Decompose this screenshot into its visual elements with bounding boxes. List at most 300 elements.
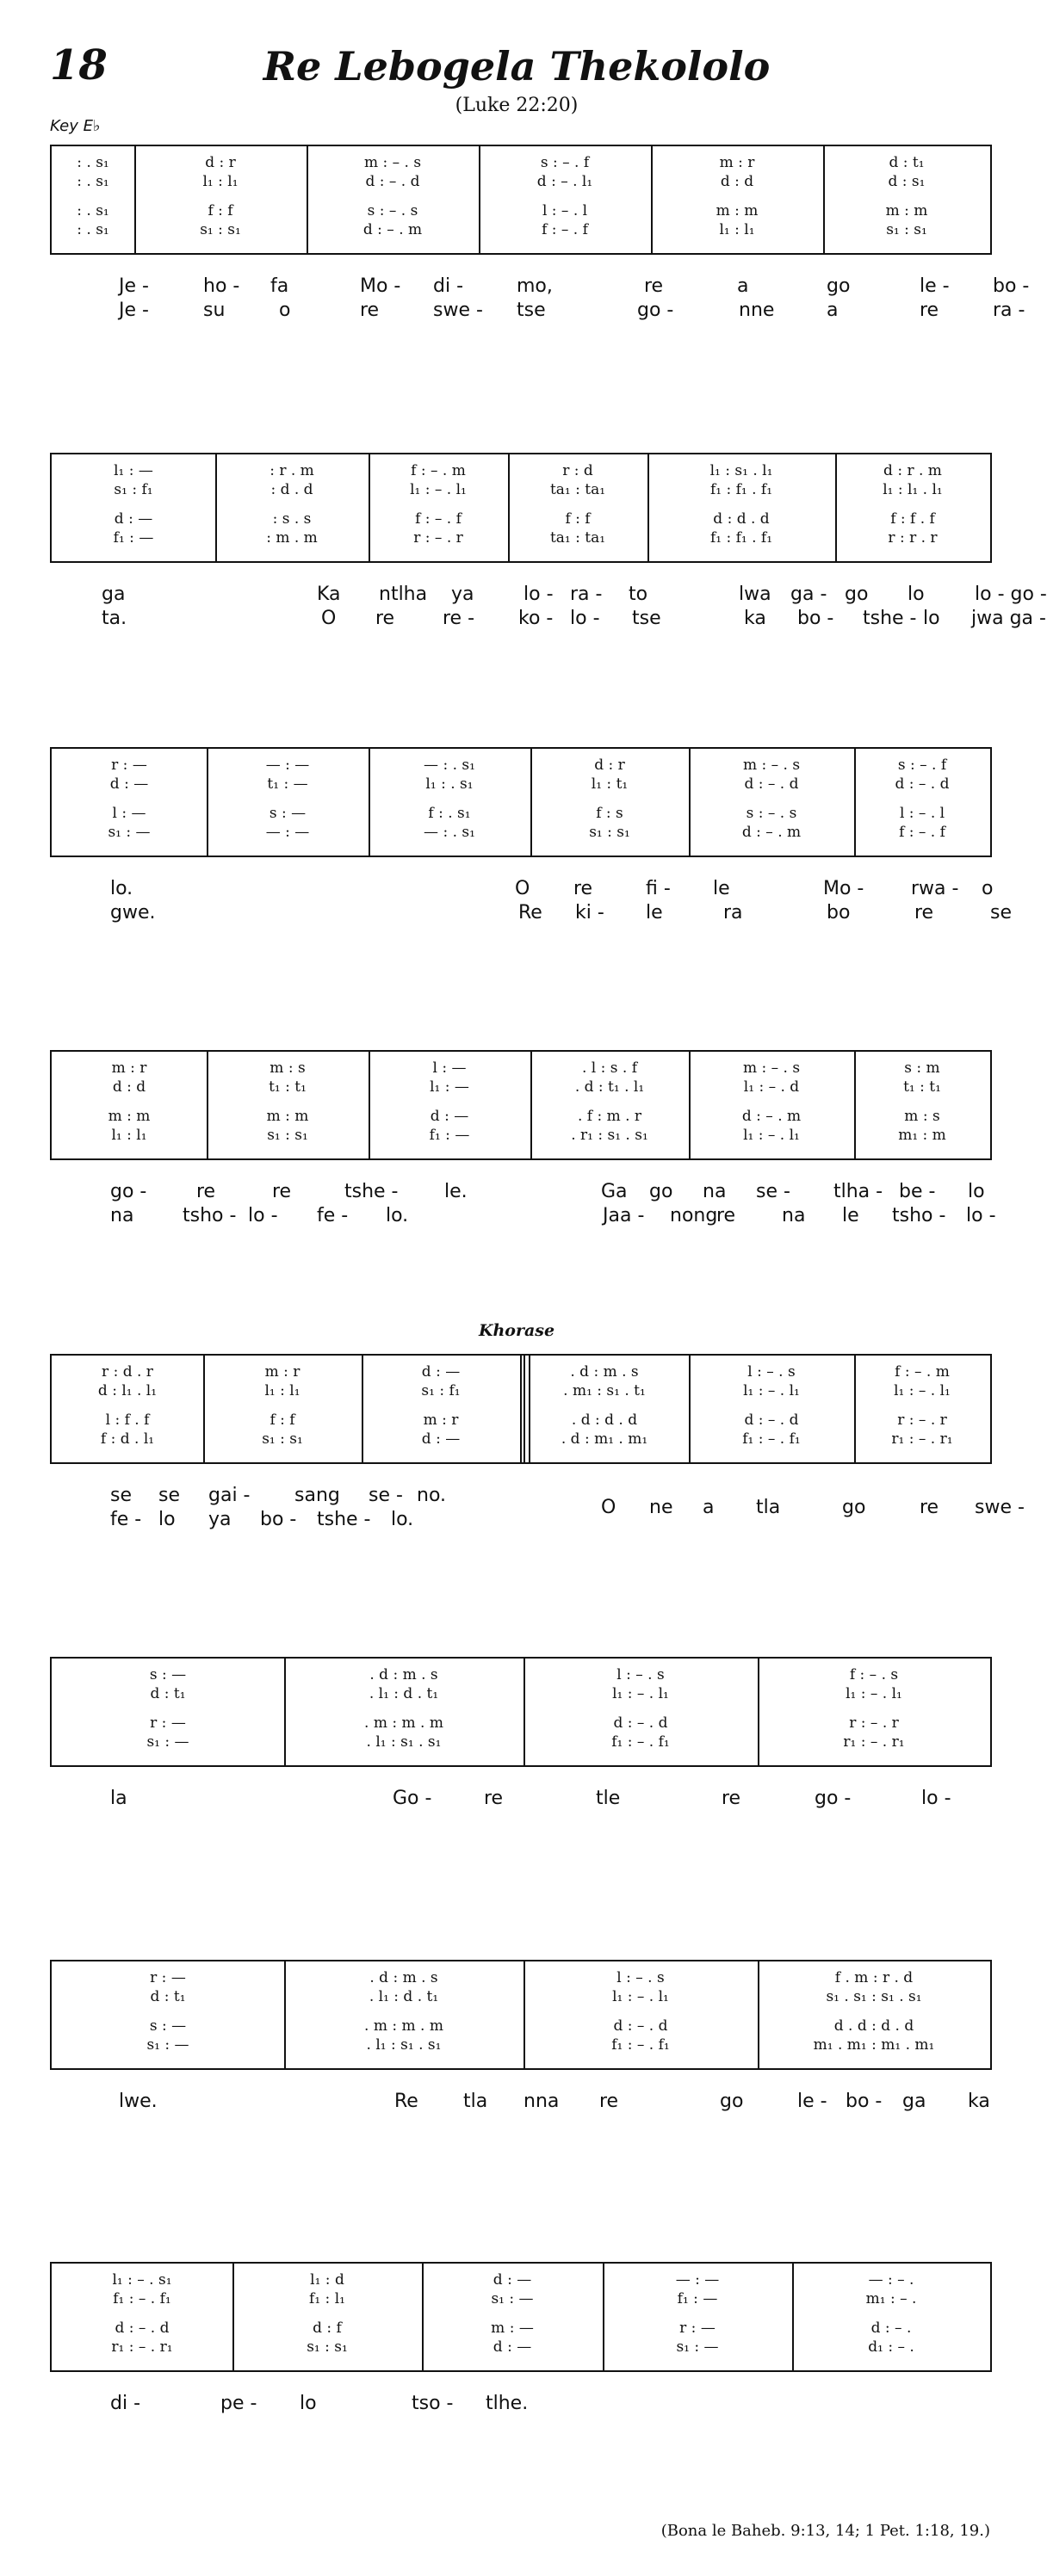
lyric-syllable: re xyxy=(914,902,934,924)
solfa-cell: s₁ : s₁ xyxy=(589,824,630,841)
solfa-cell: r₁ : – . r₁ xyxy=(111,2338,173,2356)
solfa-cell: . r₁ : s₁ . s₁ xyxy=(571,1127,648,1144)
solfa-cell: l₁ : — xyxy=(430,1078,469,1096)
solfa-cell: d : t₁ xyxy=(150,1685,186,1702)
solfa-cell: r₁ : – . r₁ xyxy=(843,1733,905,1751)
lyric-syllable: go xyxy=(845,584,869,605)
solfa-cell: t₁ : t₁ xyxy=(903,1078,941,1096)
chorus-label: Khorase xyxy=(478,1321,555,1340)
solfa-cell: l₁ : – . l₁ xyxy=(612,1685,669,1702)
lyric-syllable: go - xyxy=(815,1788,852,1809)
solfa-cell: s₁ : s₁ xyxy=(267,1127,308,1144)
lyric-syllable: lo xyxy=(968,1181,985,1202)
solfa-cell: — : — xyxy=(265,824,310,841)
solfa-cell: l : – . l xyxy=(899,805,945,822)
barline xyxy=(854,749,856,856)
lyric-syllable: se - xyxy=(756,1181,790,1202)
solfa-cell: d : r . m xyxy=(883,462,942,479)
score-system-4 xyxy=(50,1050,996,1274)
solfa-cell: r : — xyxy=(150,1714,186,1732)
solfa-cell: ta₁ : ta₁ xyxy=(549,481,606,498)
solfa-cell: s : – . f xyxy=(540,154,590,171)
solfa-cell: m₁ : m xyxy=(898,1127,946,1144)
solfa-cell: . l : s . f xyxy=(581,1059,637,1077)
lyric-syllable: tshe - xyxy=(344,1181,399,1202)
barline xyxy=(134,146,136,253)
lyric-syllable: la xyxy=(110,1788,127,1809)
lyric-line-2 xyxy=(76,300,1025,324)
solfa-cell: s₁ : — xyxy=(146,1733,189,1751)
solfa-cell: r : – . r xyxy=(413,529,463,547)
lyric-syllable: lwe. xyxy=(119,2091,158,2112)
score-system-1 xyxy=(50,145,1030,368)
solfa-cell: m : s xyxy=(269,1059,306,1077)
solfa-cell: . l₁ : s₁ . s₁ xyxy=(366,2036,442,2054)
solfa-cell: d : d xyxy=(112,1078,146,1096)
lyric-syllable: go xyxy=(720,2091,744,2112)
solfa-cell: d₁ : – . xyxy=(868,2338,914,2356)
solfa-cell: r : — xyxy=(679,2320,716,2337)
lyric-syllable: re xyxy=(360,300,380,321)
hymn-number: 18 xyxy=(50,41,108,90)
lyric-syllable: lo - xyxy=(524,584,554,605)
lyric-syllable: se xyxy=(110,1485,132,1506)
barline xyxy=(651,146,653,253)
solfa-cell: l₁ : l₁ . l₁ xyxy=(883,481,943,498)
solfa-cell: d : — xyxy=(493,2271,532,2289)
solfa-cell: l : – . l xyxy=(542,202,588,219)
barline xyxy=(369,749,370,856)
solfa-cell: f : – . f xyxy=(899,824,945,841)
solfa-cell: m₁ . m₁ : m₁ . m₁ xyxy=(813,2036,935,2054)
solfa-cell: l₁ : – . s₁ xyxy=(112,2271,172,2289)
solfa-cell: m₁ : – . xyxy=(865,2290,917,2307)
solfa-cell: f : – . f xyxy=(542,221,588,238)
solfa-cell: l₁ : l₁ xyxy=(202,173,239,190)
lyric-syllable: lo - xyxy=(248,1205,278,1226)
score-system-5 xyxy=(50,1354,1025,1578)
lyric-syllable: a xyxy=(737,275,749,297)
lyric-syllable: le xyxy=(842,1205,859,1226)
lyric-line-1 xyxy=(76,1181,997,1205)
lyric-syllable: se xyxy=(158,1485,180,1506)
lyric-syllable: lo xyxy=(923,608,940,629)
lyric-syllable: a xyxy=(827,300,839,321)
solfa-cell: t₁ : — xyxy=(267,775,308,793)
solfa-cell: s₁ : s₁ xyxy=(200,221,241,238)
lyric-syllable: ta. xyxy=(102,608,127,629)
solfa-cell: d : – . xyxy=(870,2320,912,2337)
solfa-cell: . l₁ : d . t₁ xyxy=(369,1685,439,1702)
lyric-line-1 xyxy=(76,2091,997,2115)
solfa-cell: d : – . m xyxy=(362,221,423,238)
lyric-syllable: lo - xyxy=(966,1205,996,1226)
solfa-cell: f₁ : – . f₁ xyxy=(742,1430,801,1448)
lyric-syllable: lo - xyxy=(921,1788,951,1809)
solfa-cell: s₁ : — xyxy=(491,2290,534,2307)
solfa-cell: . d : m . s xyxy=(369,1666,438,1683)
solfa-cell: : . s₁ xyxy=(77,221,109,238)
lyric-line-2 xyxy=(76,608,1046,632)
solfa-cell: r : d xyxy=(562,462,593,479)
solfa-cell: d . d : d . d xyxy=(833,2017,914,2035)
lyric-syllable: ya xyxy=(208,1509,232,1530)
lyric-syllable: di - xyxy=(110,2393,141,2414)
score-system-6 xyxy=(50,1657,990,1881)
solfa-cell: d : – . l₁ xyxy=(536,173,593,190)
lyric-syllable: Re xyxy=(518,902,542,924)
solfa-cell: d : – . d xyxy=(744,1412,799,1429)
lyric-syllable: nna xyxy=(524,2091,560,2112)
lyric-syllable: Re xyxy=(394,2091,418,2112)
lyric-syllable: re xyxy=(375,608,395,629)
lyric-syllable: bo xyxy=(827,902,851,924)
lyric-syllable: tsho - xyxy=(892,1205,946,1226)
lyric-syllable: re xyxy=(644,275,664,297)
solfa-cell: f . m : r . d xyxy=(834,1969,914,1986)
lyric-syllable: ga xyxy=(902,2091,926,2112)
solfa-cell: m : m xyxy=(716,202,759,219)
lyric-syllable: Je - xyxy=(119,275,149,297)
barline xyxy=(689,1356,691,1462)
lyric-line-2 xyxy=(76,902,1012,926)
lyric-syllable: ka xyxy=(968,2091,990,2112)
barline xyxy=(422,2264,424,2370)
solfa-cell: l : – . s xyxy=(747,1363,796,1381)
lyric-syllable: lo xyxy=(908,584,925,605)
lyric-syllable: tla xyxy=(463,2091,488,2112)
solfa-cell: . m : m . m xyxy=(364,2017,443,2035)
solfa-cell: m : – . s xyxy=(742,757,801,774)
solfa-cell: f₁ : – . f₁ xyxy=(611,2036,670,2054)
lyric-syllable: nong xyxy=(670,1205,718,1226)
solfa-cell: . d : m . s xyxy=(570,1363,639,1381)
lyric-syllable: lo. xyxy=(386,1205,409,1226)
lyric-syllable: to xyxy=(629,584,648,605)
lyric-line-1 xyxy=(76,275,1030,300)
lyric-syllable: tshe - xyxy=(863,608,917,629)
barline xyxy=(835,454,837,561)
lyric-syllable: tso - xyxy=(412,2393,454,2414)
lyric-line-2 xyxy=(76,1205,997,1229)
solfa-cell: : r . m xyxy=(269,462,314,479)
solfa-cell: d : — xyxy=(421,1430,461,1448)
lyric-syllable: O xyxy=(601,1497,616,1518)
barline xyxy=(854,1356,856,1462)
solfa-cell: l₁ : l₁ xyxy=(111,1127,147,1144)
lyric-syllable: swe - xyxy=(433,300,483,321)
lyric-syllable: tlha - xyxy=(833,1181,883,1202)
score-system-8 xyxy=(50,2262,990,2486)
lyric-syllable: se xyxy=(990,902,1012,924)
lyric-syllable: lwa xyxy=(739,584,771,605)
solfa-cell: f : f . f xyxy=(890,510,935,528)
barline xyxy=(207,749,208,856)
barline xyxy=(524,1961,525,2068)
solfa-cell: m : r xyxy=(719,154,755,171)
solfa-cell: f₁ : — xyxy=(113,529,154,547)
barline xyxy=(792,2264,794,2370)
barline xyxy=(479,146,480,253)
solfa-cell: s : – . s xyxy=(367,202,418,219)
staff-box xyxy=(50,145,992,255)
solfa-cell: s : — xyxy=(149,1666,187,1683)
solfa-cell: l₁ : t₁ xyxy=(591,775,629,793)
lyric-syllable: le. xyxy=(444,1181,468,1202)
lyric-syllable: ra xyxy=(723,902,743,924)
lyric-syllable: rwa - xyxy=(911,878,959,899)
lyric-syllable: re xyxy=(716,1205,736,1226)
lyric-syllable: jwa ga - xyxy=(971,608,1046,629)
lyric-syllable: o xyxy=(279,300,291,321)
solfa-cell: f : f xyxy=(269,1412,295,1429)
solfa-cell: s₁ : s₁ xyxy=(262,1430,303,1448)
lyric-syllable: ga xyxy=(102,584,126,605)
lyric-syllable: re xyxy=(573,878,593,899)
solfa-cell: l : — xyxy=(432,1059,467,1077)
lyric-syllable: fe - xyxy=(317,1205,349,1226)
lyric-syllable: tle xyxy=(596,1788,621,1809)
solfa-cell: : s . s xyxy=(272,510,312,528)
score-system-7 xyxy=(50,1960,990,2184)
solfa-cell: d : – . m xyxy=(741,1108,802,1125)
solfa-cell: d : — xyxy=(430,1108,469,1125)
lyric-syllable: Go - xyxy=(393,1788,432,1809)
solfa-cell: s₁ : s₁ xyxy=(307,2338,348,2356)
solfa-cell: . l₁ : s₁ . s₁ xyxy=(366,1733,442,1751)
lyric-syllable: ka xyxy=(744,608,766,629)
solfa-cell: r : – . r xyxy=(897,1412,947,1429)
lyric-syllable: re xyxy=(920,1497,939,1518)
barline xyxy=(689,749,691,856)
staff-box xyxy=(50,1354,992,1464)
barline xyxy=(508,454,510,561)
solfa-cell: d : r xyxy=(594,757,625,774)
solfa-cell: s₁ : f₁ xyxy=(114,481,153,498)
lyric-syllable: lo. xyxy=(391,1509,414,1530)
barline xyxy=(215,454,217,561)
lyric-syllable: a xyxy=(703,1497,715,1518)
lyric-syllable: ko - xyxy=(518,608,554,629)
solfa-cell: . m₁ : s₁ . t₁ xyxy=(563,1382,646,1399)
solfa-cell: m : s xyxy=(904,1108,940,1125)
lyric-syllable: ntlha xyxy=(379,584,428,605)
solfa-cell: l₁ : l₁ xyxy=(264,1382,300,1399)
lyric-line-1 xyxy=(76,878,997,902)
lyric-syllable: o xyxy=(982,878,994,899)
solfa-cell: d : – . d xyxy=(613,1714,668,1732)
lyric-syllable: lo - go - xyxy=(975,584,1047,605)
lyric-syllable: re xyxy=(272,1181,292,1202)
barline xyxy=(284,1659,286,1765)
solfa-cell: l : – . s xyxy=(616,1969,665,1986)
solfa-cell: s₁ . s₁ : s₁ . s₁ xyxy=(826,1988,922,2005)
solfa-cell: m : – . s xyxy=(742,1059,801,1077)
lyric-syllable: go xyxy=(649,1181,673,1202)
lyric-syllable: ki - xyxy=(575,902,604,924)
lyric-syllable: le - xyxy=(797,2091,827,2112)
solfa-cell: . f : m . r xyxy=(577,1108,642,1125)
solfa-cell: d : – . d xyxy=(115,2320,170,2337)
staff-box xyxy=(50,453,992,563)
lyric-syllable: re xyxy=(920,300,939,321)
solfa-cell: f₁ : – . f₁ xyxy=(611,1733,670,1751)
solfa-cell: d : — xyxy=(114,510,153,528)
lyric-syllable: O xyxy=(321,608,337,629)
barline xyxy=(307,146,308,253)
barline xyxy=(524,1659,525,1765)
solfa-cell: — : — xyxy=(675,2271,720,2289)
lyric-syllable: ra - xyxy=(993,300,1025,321)
barline xyxy=(530,749,532,856)
solfa-cell: s₁ : — xyxy=(108,824,151,841)
lyric-syllable: re xyxy=(196,1181,216,1202)
solfa-cell: l₁ : s₁ . l₁ xyxy=(709,462,773,479)
lyric-syllable: ga - xyxy=(790,584,827,605)
lyric-syllable: se - xyxy=(369,1485,403,1506)
solfa-cell: f₁ : f₁ . f₁ xyxy=(709,481,773,498)
lyric-syllable: Ga xyxy=(601,1181,628,1202)
solfa-cell: l₁ : – . l₁ xyxy=(743,1127,800,1144)
solfa-cell: t₁ : t₁ xyxy=(269,1078,307,1096)
solfa-cell: d : l₁ . l₁ xyxy=(97,1382,158,1399)
solfa-cell: m : m xyxy=(108,1108,151,1125)
score-system-2 xyxy=(50,453,1047,676)
solfa-cell: f : f xyxy=(565,510,591,528)
solfa-cell: s : – . f xyxy=(897,757,947,774)
solfa-cell: s₁ : — xyxy=(676,2338,719,2356)
lyric-syllable: Jaa - xyxy=(603,1205,645,1226)
lyric-syllable: re xyxy=(599,2091,619,2112)
solfa-cell: f₁ : l₁ xyxy=(309,2290,345,2307)
lyric-syllable: na xyxy=(110,1205,134,1226)
solfa-cell: : . s₁ xyxy=(77,202,109,219)
solfa-cell: r : — xyxy=(111,757,147,774)
lyric-syllable: gwe. xyxy=(110,902,156,924)
lyric-syllable: bo - xyxy=(260,1509,297,1530)
solfa-cell: m : — xyxy=(491,2320,534,2337)
lyric-syllable: nne xyxy=(739,300,775,321)
barline xyxy=(203,1356,205,1462)
lyric-line-chorus xyxy=(76,1497,1025,1521)
lyric-syllable: ho - xyxy=(203,275,240,297)
lyric-syllable: be - xyxy=(899,1181,936,1202)
lyric-syllable: O xyxy=(515,878,530,899)
staff-box xyxy=(50,747,992,857)
solfa-cell: d : – . d xyxy=(613,2017,668,2035)
lyric-syllable: tsho - xyxy=(183,1205,237,1226)
solfa-cell: f : – . f xyxy=(415,510,462,528)
lyric-syllable: bo - xyxy=(846,2091,883,2112)
solfa-cell: l : f . f xyxy=(105,1412,150,1429)
solfa-cell: d : d . d xyxy=(713,510,770,528)
solfa-cell: f : – . m xyxy=(411,462,466,479)
solfa-cell: r₁ : – . r₁ xyxy=(891,1430,953,1448)
staff-box xyxy=(50,2262,992,2372)
solfa-cell: . d : d . d xyxy=(571,1412,638,1429)
solfa-cell: f : d . l₁ xyxy=(100,1430,155,1448)
lyric-line-1 xyxy=(76,2393,997,2417)
lyric-syllable: tshe - xyxy=(317,1509,371,1530)
solfa-cell: f₁ : f₁ . f₁ xyxy=(709,529,773,547)
lyric-syllable: Ka xyxy=(317,584,341,605)
solfa-cell: l₁ : — xyxy=(114,462,153,479)
solfa-cell: d : — xyxy=(493,2338,532,2356)
solfa-cell: d : r xyxy=(205,154,236,171)
barline xyxy=(758,1961,759,2068)
barline xyxy=(369,1052,370,1158)
solfa-cell: : d . d xyxy=(270,481,313,498)
lyric-syllable: mo, xyxy=(517,275,553,297)
lyric-syllable: na xyxy=(703,1181,727,1202)
solfa-cell: l₁ : – . l₁ xyxy=(612,1988,669,2005)
solfa-cell: l₁ : . s₁ xyxy=(425,775,474,793)
solfa-cell: — : – . xyxy=(868,2271,914,2289)
lyric-syllable: ra - xyxy=(570,584,603,605)
solfa-cell: l₁ : – . l₁ xyxy=(894,1382,951,1399)
lyric-syllable: di - xyxy=(433,275,464,297)
lyric-line-1 xyxy=(76,584,1047,608)
lyric-syllable: bo - xyxy=(993,275,1030,297)
lyric-syllable: Je - xyxy=(119,300,149,321)
lyric-syllable: su xyxy=(203,300,226,321)
solfa-cell: m : r xyxy=(423,1412,459,1429)
staff-box xyxy=(50,1657,992,1767)
lyric-syllable: gai - xyxy=(208,1485,251,1506)
lyric-syllable: ne xyxy=(649,1497,673,1518)
lyric-syllable: swe - xyxy=(975,1497,1025,1518)
solfa-cell: d : t₁ xyxy=(150,1988,186,2005)
solfa-cell: — : . s₁ xyxy=(424,824,475,841)
solfa-cell: d : — xyxy=(421,1363,461,1381)
solfa-cell: r : — xyxy=(150,1969,186,1986)
barline xyxy=(530,1052,532,1158)
lyric-syllable: fa xyxy=(270,275,289,297)
barline xyxy=(758,1659,759,1765)
lyric-syllable: re xyxy=(722,1788,741,1809)
solfa-cell: f₁ : — xyxy=(429,1127,470,1144)
lyric-syllable: go - xyxy=(110,1181,147,1202)
lyric-syllable: lo. xyxy=(110,878,133,899)
score-system-3 xyxy=(50,747,1012,971)
lyric-syllable: lo xyxy=(300,2393,317,2414)
solfa-cell: r : r . r xyxy=(888,529,938,547)
lyric-syllable: re xyxy=(484,1788,504,1809)
barline xyxy=(284,1961,286,2068)
solfa-cell: ta₁ : ta₁ xyxy=(549,529,606,547)
solfa-cell: : m . m xyxy=(266,529,318,547)
solfa-cell: d : – . m xyxy=(741,824,802,841)
solfa-cell: d : d xyxy=(720,173,754,190)
solfa-cell: d : – . d xyxy=(365,173,420,190)
lyric-syllable: no. xyxy=(417,1485,447,1506)
solfa-cell: l₁ : – . d xyxy=(743,1078,800,1096)
lyric-syllable: Mo - xyxy=(823,878,864,899)
solfa-cell: f₁ : – . f₁ xyxy=(113,2290,171,2307)
lyric-syllable: tse xyxy=(517,300,546,321)
lyric-line-1 xyxy=(76,1788,997,1812)
lyric-syllable: fi - xyxy=(646,878,671,899)
solfa-cell: d : – . d xyxy=(744,775,799,793)
lyric-syllable: pe - xyxy=(220,2393,257,2414)
solfa-cell: . d : t₁ . l₁ xyxy=(574,1078,645,1096)
lyric-syllable: le xyxy=(646,902,663,924)
solfa-cell: m : r xyxy=(111,1059,147,1077)
lyric-syllable: fe - xyxy=(110,1509,142,1530)
solfa-cell: d : f xyxy=(313,2320,342,2337)
staff-box xyxy=(50,1960,992,2070)
solfa-cell: m : – . s xyxy=(363,154,422,171)
